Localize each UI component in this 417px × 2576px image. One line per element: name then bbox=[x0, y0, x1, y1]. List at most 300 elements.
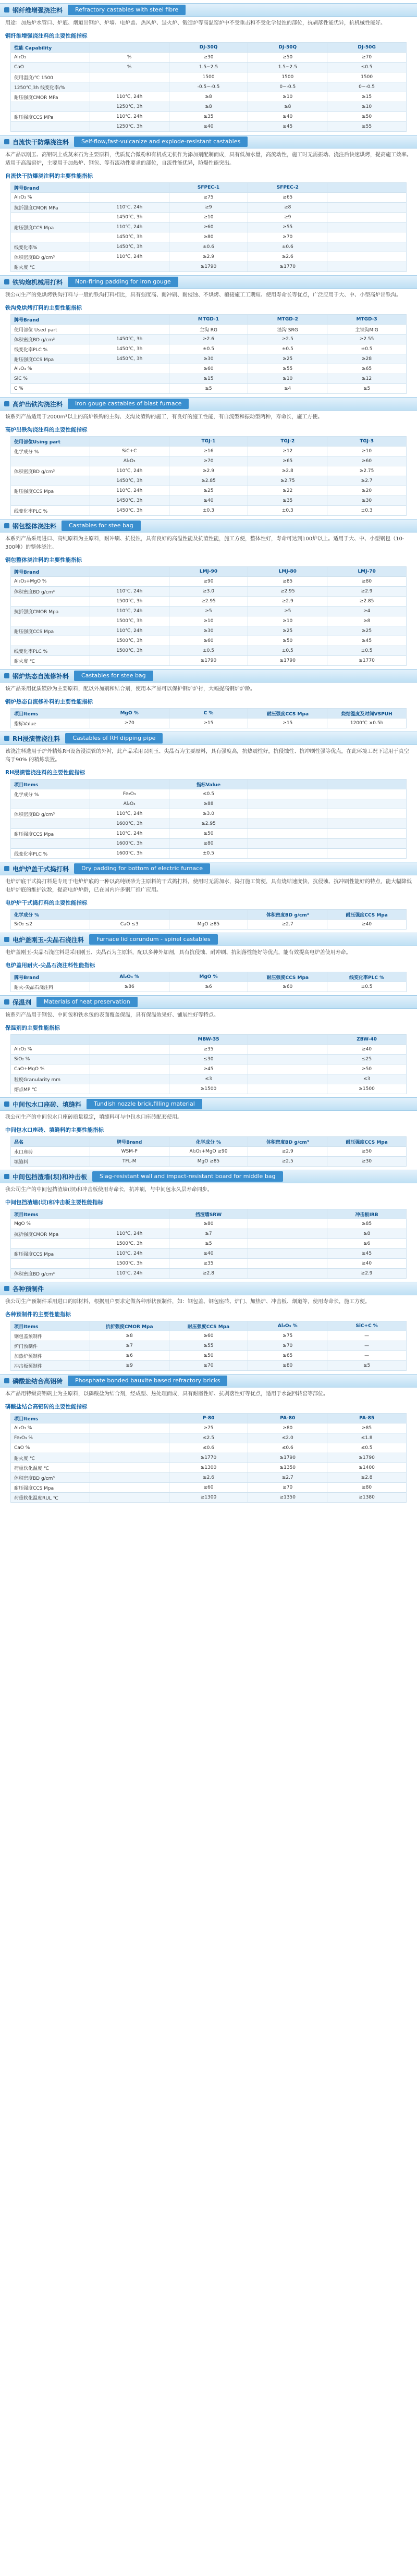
spec-table-header bbox=[11, 709, 407, 719]
header-cell bbox=[90, 315, 169, 325]
spec-table-row bbox=[11, 496, 407, 506]
table-cell: ≥25 bbox=[248, 626, 327, 636]
table-cell bbox=[327, 799, 407, 809]
spec-table-row bbox=[11, 1483, 407, 1493]
product-section bbox=[0, 669, 417, 728]
table-subtitle: 钢炉热态自流修补料的主要性能指标 bbox=[5, 699, 93, 705]
table-cell: 110℃, 24h bbox=[90, 466, 169, 476]
table-cell: ≥5 bbox=[248, 606, 327, 616]
table-cell: CaO % bbox=[11, 1443, 90, 1453]
table-cell: -0.5~-0.5 bbox=[169, 82, 248, 92]
section-title-cn: 各种预制件 bbox=[13, 1285, 44, 1293]
spec-table-header bbox=[11, 779, 407, 789]
product-section bbox=[0, 862, 417, 930]
table-cell: 体积密度BD g/cm³ bbox=[11, 587, 90, 597]
spec-table bbox=[10, 1034, 407, 1094]
spec-table-row bbox=[11, 102, 407, 112]
table-cell: 1450℃, 3h bbox=[90, 242, 169, 252]
table-cell: 1500℃, 3h bbox=[90, 616, 169, 626]
table-cell bbox=[90, 193, 169, 203]
table-cell bbox=[248, 1229, 327, 1239]
square-bullet-icon bbox=[4, 1101, 9, 1107]
table-cell: ±0.3 bbox=[169, 506, 248, 516]
table-cell bbox=[327, 232, 407, 242]
table-cell: ≤3 bbox=[169, 1074, 248, 1084]
table-cell bbox=[90, 325, 169, 335]
table-cell: ≥70 bbox=[327, 53, 407, 63]
table-cell: ≥8 bbox=[327, 1229, 407, 1239]
spec-table-row bbox=[11, 456, 407, 466]
spec-table-row bbox=[11, 1219, 407, 1229]
table-cell: 抗折强度CMOR Mpa bbox=[11, 1229, 90, 1239]
table-cell bbox=[90, 1074, 169, 1084]
table-cell: ≥2.9 bbox=[248, 597, 327, 606]
spec-table-row bbox=[11, 1055, 407, 1064]
section-title-bar bbox=[0, 669, 417, 683]
section-title-en: Iron gouge castables of blast furnace bbox=[68, 399, 189, 409]
spec-table-row bbox=[11, 1453, 407, 1463]
table-cell: ±0.6 bbox=[169, 242, 248, 252]
table-cell: ≥2.9 bbox=[248, 1147, 327, 1157]
header-cell bbox=[169, 910, 248, 920]
header-cell: DJ-30Q bbox=[169, 43, 248, 53]
table-cell: 1250℃, 3h bbox=[90, 122, 169, 132]
table-cell: ≥60 bbox=[169, 1483, 248, 1493]
table-cell: ≥75 bbox=[248, 1331, 327, 1341]
table-cell: ≥1300 bbox=[169, 1463, 248, 1473]
table-cell: ≥2.55 bbox=[327, 335, 407, 344]
table-cell: 化学成分 % bbox=[11, 447, 90, 456]
table-cell: ≥6 bbox=[90, 1351, 169, 1361]
table-cell bbox=[248, 1249, 327, 1259]
table-cell: ≥10 bbox=[248, 374, 327, 384]
table-cell: ≥45 bbox=[248, 122, 327, 132]
spec-table-row bbox=[11, 809, 407, 819]
spec-table-row bbox=[11, 354, 407, 364]
section-title-bar bbox=[0, 862, 417, 875]
table-cell: ≥1790 bbox=[248, 656, 327, 666]
header-cell: 牌号Brand bbox=[11, 567, 90, 577]
table-cell: 110℃, 24h bbox=[90, 809, 169, 819]
section-intro: 该系列产品用于钢包、中间包和铁水包的表面覆盖保温，具有保温效果好、铺展性好等特点。 bbox=[5, 1012, 219, 1018]
table-cell: 110℃, 24h bbox=[90, 252, 169, 262]
table-cell: ≥80 bbox=[248, 1361, 327, 1371]
header-cell: 性能 Capability bbox=[11, 43, 90, 53]
spec-table-row bbox=[11, 1045, 407, 1055]
table-cell bbox=[11, 616, 90, 626]
header-cell: 项目Items bbox=[11, 1321, 90, 1331]
spec-table-row bbox=[11, 1423, 407, 1433]
spec-table-row bbox=[11, 476, 407, 486]
table-cell: ≥6 bbox=[169, 982, 248, 992]
table-cell: ±0.3 bbox=[327, 506, 407, 516]
product-section bbox=[0, 519, 417, 666]
spec-table-row bbox=[11, 82, 407, 92]
table-subtitle: 各种预制件的主要性能指标 bbox=[5, 1311, 71, 1318]
table-cell: % bbox=[90, 63, 169, 72]
table-cell: ≥8 bbox=[327, 616, 407, 626]
header-cell: 抗折强度CMOR Mpa bbox=[90, 1321, 169, 1331]
table-cell: SiO₂ % bbox=[11, 1055, 90, 1064]
table-subtitle: 电炉炉干式捣打料的主要性能指标 bbox=[5, 900, 88, 906]
table-cell: MgO ≥85 bbox=[169, 920, 248, 930]
table-cell: ≤25 bbox=[327, 1055, 407, 1064]
section-title-cn: 铁钩炮机械用打料 bbox=[13, 278, 63, 286]
table-cell bbox=[11, 476, 90, 486]
table-cell: 110℃, 24h bbox=[90, 1249, 169, 1259]
table-cell: ±0.5 bbox=[327, 344, 407, 354]
table-cell: ≥70 bbox=[248, 232, 327, 242]
table-cell bbox=[327, 193, 407, 203]
table-cell bbox=[11, 597, 90, 606]
table-cell: ≥2.8 bbox=[248, 466, 327, 476]
section-title-cn: 钢包整体浇注料 bbox=[13, 522, 57, 530]
spec-table-row bbox=[11, 1249, 407, 1259]
table-cell bbox=[248, 799, 327, 809]
table-cell: ≥70 bbox=[90, 719, 169, 728]
spec-table-row bbox=[11, 799, 407, 809]
section-title-bar bbox=[0, 1097, 417, 1111]
table-cell: CaO bbox=[11, 63, 90, 72]
table-cell: ≥30 bbox=[169, 53, 248, 63]
spec-table-row bbox=[11, 344, 407, 354]
table-cell bbox=[327, 213, 407, 222]
product-section bbox=[0, 275, 417, 394]
table-cell: ≥4 bbox=[248, 384, 327, 394]
table-cell: 1500℃, 3h bbox=[90, 1239, 169, 1249]
product-section bbox=[0, 1170, 417, 1279]
section-intro: 该浇注料选用于炉外精炼RH设备浸渍管的外衬，此产品采用以刚玉、尖晶石为主要原料，具有强度高，抗热震性好，抗侵蚀性、抗冲刷性强等优点，在此环境工况下适用于真空高于90% 的精炼装置。 bbox=[5, 749, 409, 763]
header-cell: 冲击板IRB bbox=[327, 1209, 407, 1219]
header-cell: PA-85 bbox=[327, 1414, 407, 1423]
section-title-bar bbox=[0, 275, 417, 289]
spec-table-row bbox=[11, 626, 407, 636]
table-cell: ≤0.5 bbox=[327, 1443, 407, 1453]
table-cell: 1500℃, 3h bbox=[90, 597, 169, 606]
table-cell bbox=[11, 819, 90, 829]
spec-table bbox=[10, 42, 407, 132]
product-section bbox=[0, 1097, 417, 1167]
table-cell: ≥10 bbox=[248, 92, 327, 102]
table-cell: ≥2.6 bbox=[169, 335, 248, 344]
table-cell: ≥85 bbox=[248, 577, 327, 587]
table-cell bbox=[11, 636, 90, 646]
table-cell: ±0.5 bbox=[248, 344, 327, 354]
table-cell: 1450℃, 3h bbox=[90, 506, 169, 516]
table-cell: 110℃, 24h bbox=[90, 222, 169, 232]
spec-table-row bbox=[11, 656, 407, 666]
table-cell: 1500 bbox=[169, 72, 248, 82]
section-title-cn: 电炉盖刚玉-尖晶石浇注料 bbox=[13, 936, 84, 944]
header-cell: ZBW-40 bbox=[327, 1035, 407, 1045]
table-cell: — bbox=[327, 1341, 407, 1351]
header-cell bbox=[90, 437, 169, 447]
table-cell: ≥60 bbox=[248, 982, 327, 992]
table-cell: ±0.5 bbox=[169, 646, 248, 656]
table-cell bbox=[11, 799, 90, 809]
spec-table-row bbox=[11, 1239, 407, 1249]
table-cell: 1.5~2.5 bbox=[248, 63, 327, 72]
spec-table-row bbox=[11, 384, 407, 394]
table-cell: ≥50 bbox=[327, 1064, 407, 1074]
table-cell: ≥2.95 bbox=[169, 819, 248, 829]
table-cell: 110℃, 24h bbox=[90, 92, 169, 102]
spec-table-row bbox=[11, 597, 407, 606]
table-cell: ≥80 bbox=[248, 1423, 327, 1433]
table-cell: ≥1790 bbox=[169, 262, 248, 272]
section-title-en: Slag-resistant wall and impact-resistant board for middle bag bbox=[92, 1171, 283, 1182]
table-cell: 线变化率PLC % bbox=[11, 344, 90, 354]
spec-table-row bbox=[11, 982, 407, 992]
spec-table-row bbox=[11, 486, 407, 496]
table-cell: Al₂O₃ bbox=[90, 799, 169, 809]
table-subtitle: RH浸渍管浇注料的主要性能指标 bbox=[5, 770, 85, 776]
table-subtitle: 铁沟免烘烤打料的主要性能指标 bbox=[5, 305, 82, 311]
table-cell: ≥80 bbox=[327, 577, 407, 587]
header-cell: 牌号Brand bbox=[11, 183, 90, 193]
header-cell bbox=[90, 1209, 169, 1219]
header-cell bbox=[327, 183, 407, 193]
spec-table-header bbox=[11, 1321, 407, 1331]
table-cell: ≥9 bbox=[169, 203, 248, 213]
product-section bbox=[0, 995, 417, 1094]
spec-table-row bbox=[11, 577, 407, 587]
spec-table-header bbox=[11, 1137, 407, 1147]
table-cell bbox=[327, 839, 407, 849]
header-cell: 烧结温度及时间VSPUH bbox=[327, 709, 407, 719]
table-cell: ≥40 bbox=[327, 920, 407, 930]
section-title-en: Materials of heat preservation bbox=[36, 997, 138, 1007]
table-cell: CaO+MgO % bbox=[11, 1064, 90, 1074]
table-subtitle: 自流快干防爆浇注料的主要性能指标 bbox=[5, 173, 93, 179]
table-cell: SiC % bbox=[11, 374, 90, 384]
table-cell: 110℃, 24h bbox=[90, 829, 169, 839]
table-cell: 耐压强度CCS Mpa bbox=[11, 486, 90, 496]
header-cell: 耐压强度CCS Mpa bbox=[248, 972, 327, 982]
table-cell: Al₂O₃ % bbox=[11, 364, 90, 374]
table-cell: ≥60 bbox=[169, 222, 248, 232]
table-cell: 耐压强度CCS Mpa bbox=[11, 626, 90, 636]
spec-table-row bbox=[11, 1433, 407, 1443]
table-cell: ≥10 bbox=[169, 616, 248, 626]
spec-table-row bbox=[11, 1463, 407, 1473]
header-cell: TGJ-3 bbox=[327, 437, 407, 447]
spec-table-row bbox=[11, 646, 407, 656]
table-cell: 110℃, 24h bbox=[90, 1229, 169, 1239]
section-intro: 用途：加热炉水管口、炉底、烟道出钢炉、炉墙、电炉盖、热风炉、退火炉、锻造炉等高温窑炉中不受重击和不受化学侵蚀的部位，抗剥落性能优异，抗机械性能好。 bbox=[5, 20, 386, 26]
table-cell: 110℃, 24h bbox=[90, 606, 169, 616]
header-cell: LMJ-80 bbox=[248, 567, 327, 577]
table-cell: ≥2.9 bbox=[169, 252, 248, 262]
table-cell: ≥5 bbox=[169, 606, 248, 616]
header-cell: 耐压强度CCS Mpa bbox=[327, 910, 407, 920]
header-cell: LMJ-70 bbox=[327, 567, 407, 577]
table-cell: ≥5 bbox=[327, 384, 407, 394]
section-title-en: Self-flow,fast-vulcanize and explode-resistant castables bbox=[74, 137, 248, 147]
table-cell: ≥1770 bbox=[248, 262, 327, 272]
spec-table-header bbox=[11, 183, 407, 193]
spec-table-row bbox=[11, 1361, 407, 1371]
spec-table-row bbox=[11, 1341, 407, 1351]
table-cell: ≥8 bbox=[169, 92, 248, 102]
table-cell bbox=[11, 496, 90, 506]
table-cell: Al₂O₃ % bbox=[11, 193, 90, 203]
spec-table-row bbox=[11, 203, 407, 213]
product-section bbox=[0, 933, 417, 992]
spec-table-row bbox=[11, 122, 407, 132]
section-title-bar bbox=[0, 135, 417, 148]
header-cell: LMJ-90 bbox=[169, 567, 248, 577]
header-cell: 化学成分 % bbox=[11, 910, 90, 920]
table-cell: 0~-0.5 bbox=[248, 82, 327, 92]
table-cell: — bbox=[327, 1351, 407, 1361]
section-intro: 我公司生产的中间包挡渣墙(坝)和冲击板使用寿命长，抗冲刷，与中间包永久层寿命同步。 bbox=[5, 1187, 213, 1193]
table-cell: 主铁沟MIG bbox=[327, 325, 407, 335]
table-cell: ≤2.0 bbox=[248, 1433, 327, 1443]
table-cell bbox=[90, 82, 169, 92]
table-cell: 1450℃, 3h bbox=[90, 335, 169, 344]
table-cell: 抗折强度CMOR MPa bbox=[11, 203, 90, 213]
table-cell: 主沟 RG bbox=[169, 325, 248, 335]
table-cell bbox=[248, 809, 327, 819]
table-cell: ≥12 bbox=[248, 447, 327, 456]
section-title-bar bbox=[0, 933, 417, 946]
table-cell: ≥2.6 bbox=[248, 252, 327, 262]
table-cell: ≥88 bbox=[169, 799, 248, 809]
table-cell: 1450℃, 3h bbox=[90, 344, 169, 354]
table-cell bbox=[90, 1433, 169, 1443]
spec-table-row bbox=[11, 1147, 407, 1157]
table-cell: WSM-P bbox=[90, 1147, 169, 1157]
table-cell bbox=[90, 72, 169, 82]
table-cell: SiC+C bbox=[90, 447, 169, 456]
spec-table-row bbox=[11, 1259, 407, 1269]
table-cell: ≥8 bbox=[169, 102, 248, 112]
table-cell: 指标Value bbox=[11, 719, 90, 728]
table-cell: 110℃, 24h bbox=[90, 486, 169, 496]
table-cell: ≥5 bbox=[327, 1361, 407, 1371]
table-cell: 体积密度BD g/cm³ bbox=[11, 1269, 90, 1279]
table-cell: ≥50 bbox=[248, 636, 327, 646]
table-cell: 1500℃, 3h bbox=[90, 1259, 169, 1269]
table-cell bbox=[90, 1443, 169, 1453]
table-cell: ≥80 bbox=[169, 232, 248, 242]
spec-table-row bbox=[11, 829, 407, 839]
table-cell: 粒度Granularity mm bbox=[11, 1074, 90, 1084]
spec-table bbox=[10, 909, 407, 930]
spec-table-row bbox=[11, 466, 407, 476]
table-cell: ≥65 bbox=[248, 456, 327, 466]
table-cell bbox=[90, 1219, 169, 1229]
table-cell: ≥55 bbox=[248, 222, 327, 232]
header-cell: 牌号Brand bbox=[11, 972, 90, 982]
table-cell: ≥45 bbox=[327, 1249, 407, 1259]
spec-table-row bbox=[11, 920, 407, 930]
spec-table-row bbox=[11, 819, 407, 829]
section-intro: 电炉盖刚玉-尖晶石浇注料是采用刚玉、尖晶石为主原料，配以多种外加剂，具有抗侵蚀、耐冲刷、抗剥落性能好等优点，能有效提高电炉盖使用寿命。 bbox=[5, 950, 351, 956]
table-cell: ≥30 bbox=[327, 1157, 407, 1167]
table-cell: ≥9 bbox=[90, 1361, 169, 1371]
table-cell: ≥75 bbox=[169, 193, 248, 203]
square-bullet-icon bbox=[4, 673, 9, 678]
table-cell: ≥2.75 bbox=[248, 476, 327, 486]
table-cell: ≥55 bbox=[327, 122, 407, 132]
header-cell: DJ-50G bbox=[327, 43, 407, 53]
table-cell bbox=[90, 384, 169, 394]
table-cell: 耐火度 ℃ bbox=[11, 656, 90, 666]
section-intro: 本产品以刚玉、高铝矾土或莫来石为主要原料，优质复合微粉和有机或无机作为添加剂配制而成，具有低加水量，高流动性，施工时无需振动、浇注后快速烘烤，提高施工效率。适用于高温窑炉，主要用于加热炉、钢包、等有流动性要求的部位，自流性能优异，防爆性能突出。 bbox=[5, 152, 412, 166]
section-title-en: Non-firing padding for iron gouge bbox=[68, 277, 178, 287]
header-cell bbox=[248, 779, 327, 789]
table-cell: 使用部位 Used part bbox=[11, 325, 90, 335]
table-cell: ≥85 bbox=[327, 1423, 407, 1433]
header-cell: P-80 bbox=[169, 1414, 248, 1423]
spec-table-row bbox=[11, 252, 407, 262]
table-cell: ≤1.8 bbox=[327, 1433, 407, 1443]
spec-table-row bbox=[11, 213, 407, 222]
spec-table-row bbox=[11, 72, 407, 82]
table-cell bbox=[90, 1423, 169, 1433]
spec-table-header bbox=[11, 910, 407, 920]
table-cell: 钢包盖预制件 bbox=[11, 1331, 90, 1341]
header-cell: 牌号Brand bbox=[90, 1137, 169, 1147]
header-cell bbox=[90, 567, 169, 577]
table-cell: ≥50 bbox=[248, 53, 327, 63]
table-cell: ≥28 bbox=[327, 354, 407, 364]
table-cell: % bbox=[90, 53, 169, 63]
table-cell: 体积密度BD g/cm³ bbox=[11, 809, 90, 819]
header-cell: MgO % bbox=[90, 709, 169, 719]
spec-table-row bbox=[11, 112, 407, 122]
table-cell: 110℃, 24h bbox=[90, 1269, 169, 1279]
spec-table-row bbox=[11, 1493, 407, 1503]
spec-table-row bbox=[11, 719, 407, 728]
table-cell bbox=[327, 203, 407, 213]
table-cell: ≥35 bbox=[169, 1045, 248, 1055]
table-cell: 1450℃, 3h bbox=[90, 476, 169, 486]
table-cell: 熔点MP ℃ bbox=[11, 1084, 90, 1094]
section-title-cn: 高炉出铁沟浇注料 bbox=[13, 400, 63, 408]
spec-table-row bbox=[11, 447, 407, 456]
header-cell: TGJ-2 bbox=[248, 437, 327, 447]
table-cell: ≥1400 bbox=[327, 1463, 407, 1473]
table-cell: 耐火度 ℃ bbox=[11, 262, 90, 272]
table-cell: ≥40 bbox=[248, 112, 327, 122]
spec-table-row bbox=[11, 636, 407, 646]
table-cell: ≥20 bbox=[327, 486, 407, 496]
spec-table-row bbox=[11, 1084, 407, 1094]
table-cell bbox=[90, 1463, 169, 1473]
table-cell bbox=[248, 849, 327, 859]
table-cell: ≥12 bbox=[327, 374, 407, 384]
section-title-en: Castables of RH dipping pipe bbox=[65, 733, 163, 744]
spec-table-row bbox=[11, 1269, 407, 1279]
table-cell: 1450℃, 3h bbox=[90, 232, 169, 242]
section-intro: 该系列产品适用于2000m³以上的高炉铁钩的主沟、支沟及渣钩的施工，有良好的施工性能，有自流型和振动型两种，寿命长，施工方便。 bbox=[5, 414, 323, 420]
table-cell: ≥1500 bbox=[169, 1084, 248, 1094]
table-cell: 1500 bbox=[248, 72, 327, 82]
header-cell: 项目Items bbox=[11, 779, 90, 789]
table-cell: 110℃, 24h bbox=[90, 626, 169, 636]
header-cell: MgO % bbox=[169, 972, 248, 982]
spec-table bbox=[10, 1413, 407, 1503]
table-cell: ≥2.85 bbox=[327, 597, 407, 606]
table-cell: ≥8 bbox=[248, 203, 327, 213]
header-cell: Al₂O₃ % bbox=[248, 1321, 327, 1331]
header-cell bbox=[90, 43, 169, 53]
table-cell: ≥1790 bbox=[169, 656, 248, 666]
spec-table-header bbox=[11, 437, 407, 447]
